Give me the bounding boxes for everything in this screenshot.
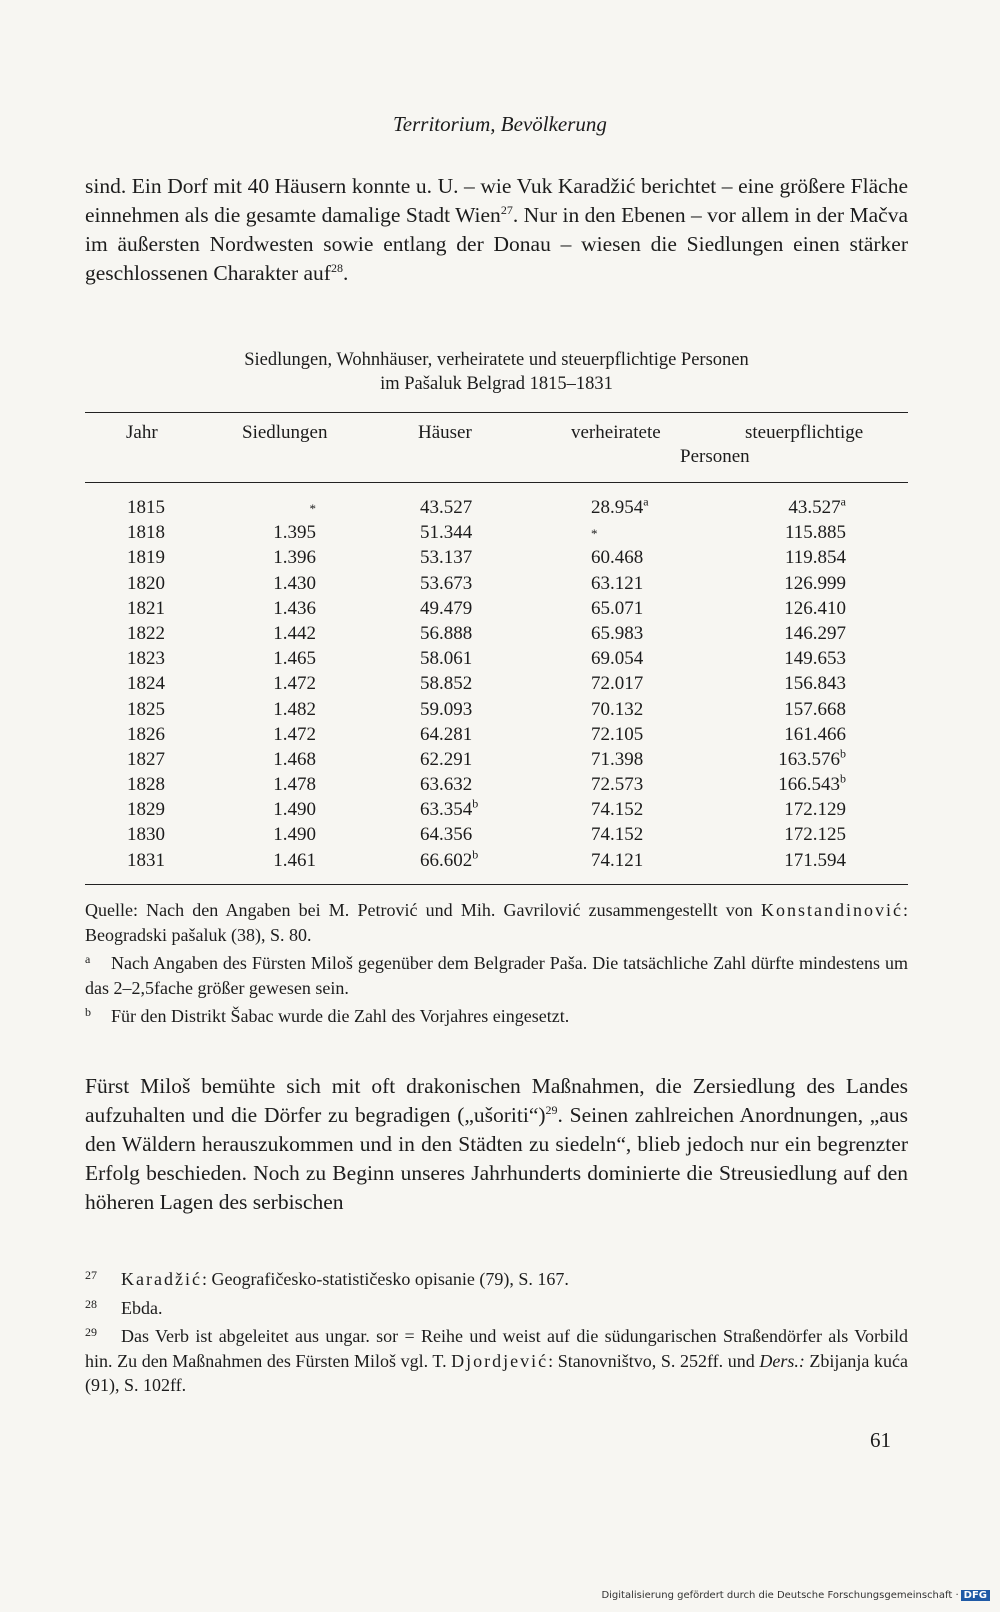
cell-steuerpflichtige xyxy=(784,699,846,721)
paragraph-text: Fürst Miloš bemühte sich mit oft drakonischen Maßnahmen, die Zersiedlung des Landes aufzuhalten und die Dörfer zu begradigen („ušoriti“) xyxy=(85,1074,908,1127)
cell-siedlungen xyxy=(273,648,316,670)
cell-siedlungen xyxy=(273,598,316,620)
cell-siedlungen xyxy=(273,824,316,846)
cell-verheiratete xyxy=(591,774,643,796)
footnote-author: Djordjević xyxy=(451,1350,549,1371)
cell-jahr xyxy=(127,648,165,670)
source-author: Konstandinović xyxy=(760,900,903,920)
cell-verheiratete-value: 72.573 xyxy=(591,774,644,796)
cell-siedlungen xyxy=(273,774,316,796)
body-paragraph-2 xyxy=(85,1072,908,1217)
cell-jahr xyxy=(127,522,165,544)
table-body xyxy=(0,494,1000,875)
cell-haeuser-value: 53.137 xyxy=(420,547,473,569)
cell-steuerpflichtige xyxy=(784,673,846,695)
cell-siedlungen xyxy=(273,547,316,569)
cell-haeuser-value: 64.281 xyxy=(420,723,473,745)
cell-siedlungen-value: 1.465 xyxy=(273,648,316,670)
cell-steuerpflichtige xyxy=(785,522,846,544)
cell-verheiratete-value: 71.398 xyxy=(591,748,644,770)
cell-steuerpflichtige xyxy=(784,724,846,746)
cell-verheiratete-value: 74.121 xyxy=(591,849,644,871)
cell-siedlungen xyxy=(273,573,316,595)
column-header-verheiratete: verheiratete xyxy=(571,422,661,443)
cell-siedlungen xyxy=(273,699,316,721)
cell-verheiratete xyxy=(591,598,643,620)
cell-jahr-value: 1818 xyxy=(127,522,165,544)
cell-steuerpflichtige xyxy=(784,648,846,670)
cell-siedlungen-value: 1.436 xyxy=(273,597,316,619)
cell-verheiratete-value: 69.054 xyxy=(591,648,644,670)
cell-jahr-value: 1825 xyxy=(127,698,165,720)
table-row xyxy=(0,547,1000,572)
note-b-mark: b xyxy=(85,1005,91,1019)
cell-jahr-value: 1829 xyxy=(127,799,165,821)
cell-jahr-value: 1815 xyxy=(127,497,165,518)
cell-siedlungen-value: * xyxy=(309,501,316,516)
cell-steuerpflichtige xyxy=(778,746,846,771)
cell-siedlungen xyxy=(273,522,316,544)
footnote-number: 27 xyxy=(85,1268,97,1282)
cell-haeuser xyxy=(420,673,472,695)
cell-siedlungen xyxy=(273,724,316,746)
footnote-ref-29[interactable]: 29 xyxy=(545,1102,558,1117)
cell-siedlungen-value: 1.396 xyxy=(273,547,316,569)
cell-siedlungen xyxy=(273,850,316,872)
cell-jahr-value: 1827 xyxy=(127,748,165,770)
cell-jahr xyxy=(127,724,165,746)
table-row xyxy=(0,796,1000,824)
cell-siedlungen-value: 1.490 xyxy=(273,799,316,821)
cell-verheiratete-value: 65.983 xyxy=(591,622,644,644)
cell-jahr xyxy=(127,573,165,595)
cell-jahr xyxy=(127,850,165,872)
cell-siedlungen-value: 1.472 xyxy=(273,723,316,745)
cell-jahr-value: 1830 xyxy=(127,824,165,846)
cell-steuerpflichtige xyxy=(784,850,846,872)
table-row xyxy=(0,673,1000,698)
table-row xyxy=(0,623,1000,648)
cell-steuerpflichtige xyxy=(784,623,846,645)
cell-siedlungen-value: 1.478 xyxy=(273,774,316,796)
note-mark: a xyxy=(840,494,846,509)
note-mark: b xyxy=(840,771,846,786)
table-row xyxy=(0,648,1000,673)
cell-verheiratete-value: 72.017 xyxy=(591,673,644,695)
cell-steuerpflichtige-value: 157.668 xyxy=(784,698,846,720)
note-a-mark: a xyxy=(85,952,91,966)
paragraph-text: . xyxy=(342,261,349,285)
cell-verheiratete-value: 60.468 xyxy=(591,547,644,569)
cell-haeuser-value: 64.356 xyxy=(420,824,473,846)
cell-siedlungen-value: 1.482 xyxy=(273,698,316,720)
cell-jahr xyxy=(127,673,165,695)
cell-haeuser xyxy=(420,724,472,746)
cell-jahr xyxy=(127,799,165,821)
table-row xyxy=(0,724,1000,749)
cell-haeuser xyxy=(420,648,472,670)
table-note-b: b Für den Distrikt Šabac wurde die Zahl des Vorjahres eingesetzt. xyxy=(85,1000,908,1029)
table-caption-line-2: im Pašaluk Belgrad 1815–1831 xyxy=(380,374,613,394)
cell-haeuser xyxy=(420,749,472,771)
cell-haeuser-value: 49.479 xyxy=(420,597,473,619)
cell-verheiratete xyxy=(591,648,643,670)
table-bottom-rule xyxy=(85,884,908,885)
paragraph-text: sind. Ein Dorf mit 40 Häusern konnte u. U. – wie Vuk Karadžić berichtet – eine größere Fläche einnehmen als die gesamte damalige Stadt Wien xyxy=(85,174,908,227)
cell-verheiratete xyxy=(591,824,643,846)
table-row xyxy=(0,746,1000,774)
footnote-ref-27[interactable]: 27 xyxy=(500,202,513,217)
cell-verheiratete xyxy=(591,547,643,569)
cell-haeuser xyxy=(420,573,472,595)
cell-steuerpflichtige-value: 126.999 xyxy=(784,572,846,594)
table-row xyxy=(0,824,1000,849)
table-row xyxy=(0,494,1000,522)
cell-haeuser xyxy=(420,623,472,645)
cell-jahr-value: 1828 xyxy=(127,774,165,796)
cell-haeuser-value: 58.852 xyxy=(420,673,473,695)
table-row xyxy=(0,771,1000,799)
cell-siedlungen xyxy=(273,673,316,695)
table-source: Quelle: Nach den Angaben bei M. Petrović und Mih. Gavrilović zusammengestellt von Konstandinović: Beogradski pašaluk (38), S. 80. xyxy=(85,900,908,945)
table-top-rule xyxy=(85,412,908,413)
cell-haeuser-value: 62.291 xyxy=(420,748,473,770)
cell-jahr xyxy=(127,623,165,645)
note-mark: b xyxy=(472,796,479,811)
table-header-rule xyxy=(85,482,908,483)
cell-verheiratete-value: * xyxy=(591,526,598,542)
cell-jahr-value: 1822 xyxy=(127,622,165,644)
cell-steuerpflichtige-value: 172.129 xyxy=(784,799,846,821)
cell-jahr xyxy=(127,547,165,569)
footnote-number: 28 xyxy=(85,1296,97,1311)
cell-jahr xyxy=(127,497,165,519)
cell-steuerpflichtige-value: 149.653 xyxy=(784,648,846,670)
cell-steuerpflichtige-value: 166.543 xyxy=(778,774,840,796)
cell-steuerpflichtige-value: 43.527 xyxy=(788,497,841,518)
cell-siedlungen xyxy=(273,623,316,645)
cell-haeuser-value: 56.888 xyxy=(420,622,473,644)
cell-verheiratete xyxy=(591,494,649,519)
table-caption-line-1: Siedlungen, Wohnhäuser, verheiratete und steuerpflichtige Personen xyxy=(244,350,749,370)
cell-jahr-value: 1824 xyxy=(127,673,165,695)
table-caption xyxy=(85,348,908,396)
note-mark: b xyxy=(472,847,479,862)
cell-haeuser-value: 53.673 xyxy=(420,572,473,594)
footnote-number: 29 xyxy=(85,1325,97,1339)
cell-siedlungen-value: 1.490 xyxy=(273,824,316,846)
cell-haeuser xyxy=(420,796,479,821)
cell-steuerpflichtige-value: 161.466 xyxy=(784,723,846,745)
cell-steuerpflichtige-value: 163.576 xyxy=(778,748,840,770)
cell-jahr-value: 1820 xyxy=(127,572,165,594)
column-header-haeuser: Häuser xyxy=(418,422,472,443)
cell-siedlungen-value: 1.442 xyxy=(273,622,316,644)
cell-verheiratete-value: 28.954 xyxy=(591,497,644,518)
cell-siedlungen-value: 1.395 xyxy=(273,522,316,544)
cell-haeuser-value: 43.527 xyxy=(420,497,473,518)
cell-verheiratete xyxy=(591,799,643,821)
cell-jahr-value: 1823 xyxy=(127,648,165,670)
table-row xyxy=(0,598,1000,623)
cell-verheiratete xyxy=(591,724,643,746)
cell-siedlungen xyxy=(273,799,316,821)
running-head: Territorium, Bevölkerung xyxy=(393,112,607,136)
cell-haeuser-value: 51.344 xyxy=(420,522,473,544)
cell-verheiratete xyxy=(591,573,643,595)
cell-jahr xyxy=(127,699,165,721)
cell-verheiratete-value: 74.152 xyxy=(591,824,644,846)
cell-haeuser xyxy=(420,824,472,846)
cell-siedlungen-value: 1.430 xyxy=(273,572,316,594)
cell-jahr xyxy=(127,774,165,796)
cell-jahr xyxy=(127,598,165,620)
cell-haeuser xyxy=(420,774,472,796)
body-paragraph-1 xyxy=(85,172,908,288)
footnote-29: 29 Das Verb ist abgeleitet aus ungar. sor = Reihe und weist auf die südungarischen Straßendörfer als Vorbild hin. Zu den Maßnahmen des Fürsten Miloš vgl. T. Djordjević: Stanovništvo, S. 252ff. und Ders.: Zbijanja kuća (91), S. 102ff. xyxy=(85,1320,908,1398)
column-header-siedlungen: Siedlungen xyxy=(242,422,328,443)
cell-steuerpflichtige-value: 171.594 xyxy=(784,849,846,871)
page-number: 61 xyxy=(870,1428,891,1452)
cell-steuerpflichtige-value: 126.410 xyxy=(784,597,846,619)
cell-haeuser xyxy=(420,598,472,620)
cell-haeuser-value: 63.632 xyxy=(420,774,473,796)
footnotes xyxy=(85,1263,908,1398)
cell-jahr-value: 1826 xyxy=(127,723,165,745)
cell-steuerpflichtige-value: 119.854 xyxy=(784,547,846,569)
cell-steuerpflichtige-value: 172.125 xyxy=(784,824,846,846)
cell-jahr xyxy=(127,824,165,846)
cell-verheiratete-value: 72.105 xyxy=(591,723,644,745)
column-header-personen: Personen xyxy=(680,446,750,467)
cell-siedlungen xyxy=(273,749,316,771)
table-row xyxy=(0,573,1000,598)
cell-steuerpflichtige xyxy=(788,494,846,519)
cell-verheiratete-value: 63.121 xyxy=(591,572,644,594)
footnote-28: 28 Ebda. xyxy=(85,1292,908,1321)
cell-jahr-value: 1819 xyxy=(127,547,165,569)
cell-haeuser-value: 59.093 xyxy=(420,698,473,720)
note-mark: b xyxy=(840,746,846,761)
cell-steuerpflichtige xyxy=(785,547,846,569)
cell-haeuser xyxy=(420,547,472,569)
footnote-ref-28[interactable]: 28 xyxy=(330,260,343,275)
cell-verheiratete xyxy=(591,522,598,544)
cell-steuerpflichtige-value: 146.297 xyxy=(784,622,846,644)
cell-jahr-value: 1821 xyxy=(127,597,165,619)
cell-siedlungen-value: 1.472 xyxy=(273,673,316,695)
cell-jahr xyxy=(127,749,165,771)
cell-siedlungen-value: 1.461 xyxy=(273,849,316,871)
cell-haeuser xyxy=(420,699,472,721)
table-row xyxy=(0,847,1000,875)
table-row xyxy=(0,522,1000,547)
table-notes xyxy=(85,898,908,1029)
cell-steuerpflichtige xyxy=(784,598,846,620)
cell-steuerpflichtige xyxy=(784,799,846,821)
cell-siedlungen-value: 1.468 xyxy=(273,748,316,770)
cell-haeuser-value: 58.061 xyxy=(420,648,473,670)
cell-verheiratete xyxy=(591,673,643,695)
cell-verheiratete xyxy=(591,749,643,771)
cell-haeuser-value: 66.602 xyxy=(420,849,473,871)
cell-steuerpflichtige xyxy=(784,824,846,846)
footnote-27: 27 Karadžić: Geografičesko-statističesko opisanie (79), S. 167. xyxy=(85,1263,908,1292)
dfg-logo[interactable]: DFG xyxy=(961,1590,990,1601)
cell-verheiratete-value: 65.071 xyxy=(591,597,644,619)
cell-verheiratete xyxy=(591,850,643,872)
cell-haeuser xyxy=(420,497,472,519)
paragraph-text: . Nur in den Ebenen – vor allem in der Mačva im äußersten Nordwesten sowie entlang der Donau – wiesen die Siedlungen einen stärker geschlossenen Charakter auf xyxy=(85,203,908,285)
column-header-jahr: Jahr xyxy=(126,422,158,443)
note-mark: a xyxy=(643,494,649,509)
cell-verheiratete xyxy=(591,699,643,721)
digitization-footer: Digitalisierung gefördert durch die Deutsche Forschungsgemeinschaft · DFG xyxy=(601,1590,990,1601)
cell-steuerpflichtige xyxy=(784,573,846,595)
cell-steuerpflichtige-value: 115.885 xyxy=(784,522,846,544)
cell-verheiratete xyxy=(591,623,643,645)
table-note-a: a Nach Angaben des Fürsten Miloš gegenüber dem Belgrader Paša. Die tatsächliche Zahl dürfte mindestens um das 2–2,5fache größer gewesen sein. xyxy=(85,947,908,1000)
cell-verheiratete-value: 74.152 xyxy=(591,799,644,821)
cell-haeuser xyxy=(420,847,479,872)
cell-haeuser xyxy=(420,522,472,544)
cell-siedlungen xyxy=(310,497,317,519)
cell-jahr-value: 1831 xyxy=(127,849,165,871)
cell-verheiratete-value: 70.132 xyxy=(591,698,644,720)
paragraph-text: . Seinen zahlreichen Anordnungen, „aus den Wäldern herauszukommen und in den Städten zu siedeln“, blieb jedoch nur ein begrenzter Erfolg beschieden. Noch zu Beginn unseres Jahrhunderts dominierte die Streusiedlung auf den höheren Lagen des serbischen xyxy=(85,1103,908,1214)
cell-steuerpflichtige-value: 156.843 xyxy=(784,673,846,695)
footnote-author: Karadžić xyxy=(121,1269,202,1289)
column-header-steuerpflichtige: steuerpflichtige xyxy=(745,422,864,443)
table-row xyxy=(0,699,1000,724)
cell-haeuser-value: 63.354 xyxy=(420,799,473,821)
cell-steuerpflichtige xyxy=(778,771,846,796)
